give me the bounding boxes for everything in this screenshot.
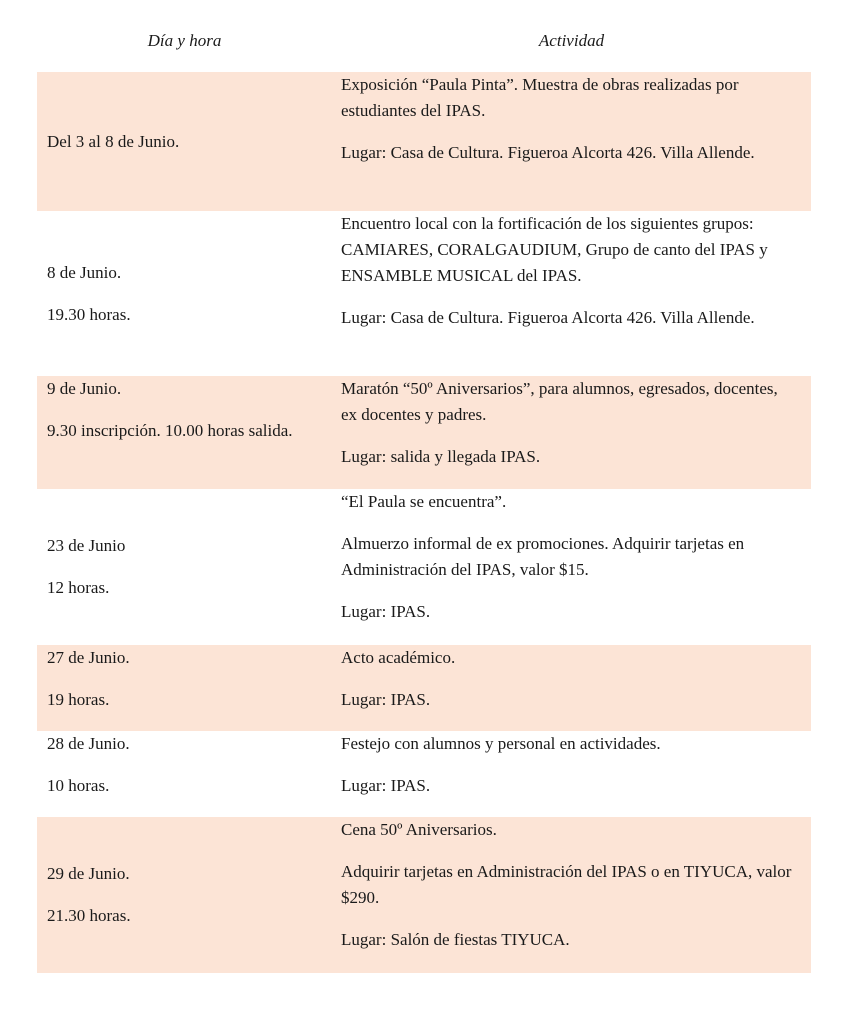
activity-line: Maratón “50º Aniversarios”, para alumnos, egresados, docentes, ex docentes y padres. [341, 379, 778, 424]
activity-line: Lugar: Casa de Cultura. Figueroa Alcorta 426. Villa Allende. [341, 308, 755, 327]
time-line: 12 horas. [47, 578, 110, 597]
date-cell [37, 645, 332, 731]
activity-line: Acto académico. [341, 648, 456, 667]
table-row [37, 645, 811, 731]
activity-cell [332, 817, 811, 973]
date-cell [37, 731, 332, 817]
activity-line: “El Paula se encuentra”. [341, 492, 507, 511]
activity-line: Encuentro local con la fortificación de los siguientes grupos: CAMIARES, CORALGAUDIUM, Grupo de canto del IPAS y ENSAMBLE MUSICAL del IPAS. [341, 214, 768, 285]
time-line: 9.30 inscripción. 10.00 horas salida. [47, 421, 293, 440]
date-line: 9 de Junio. [47, 379, 122, 398]
activity-cell [332, 645, 811, 731]
table-row [37, 72, 811, 211]
date-cell [37, 211, 332, 376]
activity-cell [332, 211, 811, 376]
activity-line: Almuerzo informal de ex promociones. Adquirir tarjetas en Administración del IPAS, valor $15. [341, 534, 745, 579]
activity-line: Lugar: salida y llegada IPAS. [341, 447, 541, 466]
table-row [37, 376, 811, 489]
activity-cell [332, 731, 811, 817]
table-row [37, 817, 811, 973]
column-header-date: Día y hora [147, 31, 222, 50]
time-line: 19.30 horas. [47, 304, 131, 324]
activity-line: Lugar: IPAS. [341, 602, 431, 621]
date-line: 27 de Junio. [47, 648, 130, 667]
time-line: 10 horas. [47, 776, 110, 795]
activity-line: Lugar: Casa de Cultura. Figueroa Alcorta 426. Villa Allende. [341, 143, 755, 162]
table-row [37, 211, 811, 376]
activity-cell [332, 72, 811, 211]
table-row [37, 489, 811, 645]
date-line: 23 de Junio [47, 536, 126, 555]
activity-line: Exposición “Paula Pinta”. Muestra de obras realizadas por estudiantes del IPAS. [341, 75, 739, 120]
date-cell [37, 72, 332, 211]
activity-line: Lugar: IPAS. [341, 776, 431, 795]
schedule-table [37, 72, 811, 973]
time-line: 19 horas. [47, 690, 110, 709]
date-cell [37, 376, 332, 489]
date-line: 29 de Junio. [47, 864, 130, 883]
date-line: 28 de Junio. [47, 734, 130, 753]
activity-cell [332, 376, 811, 489]
activity-line: Adquirir tarjetas en Administración del IPAS o en TIYUCA, valor $290. [341, 862, 792, 907]
date-cell [37, 489, 332, 645]
date-cell [37, 817, 332, 973]
activity-line: Lugar: Salón de fiestas TIYUCA. [341, 930, 570, 949]
table-header [37, 28, 811, 56]
date-line: Del 3 al 8 de Junio. [47, 131, 180, 151]
time-line: 21.30 horas. [47, 906, 131, 925]
column-header-activity: Actividad [538, 31, 605, 50]
activity-cell [332, 489, 811, 645]
activity-line: Festejo con alumnos y personal en actividades. [341, 734, 661, 753]
activity-line: Lugar: IPAS. [341, 690, 431, 709]
date-line: 8 de Junio. [47, 262, 122, 282]
activity-line: Cena 50º Aniversarios. [341, 820, 497, 839]
table-row [37, 731, 811, 817]
